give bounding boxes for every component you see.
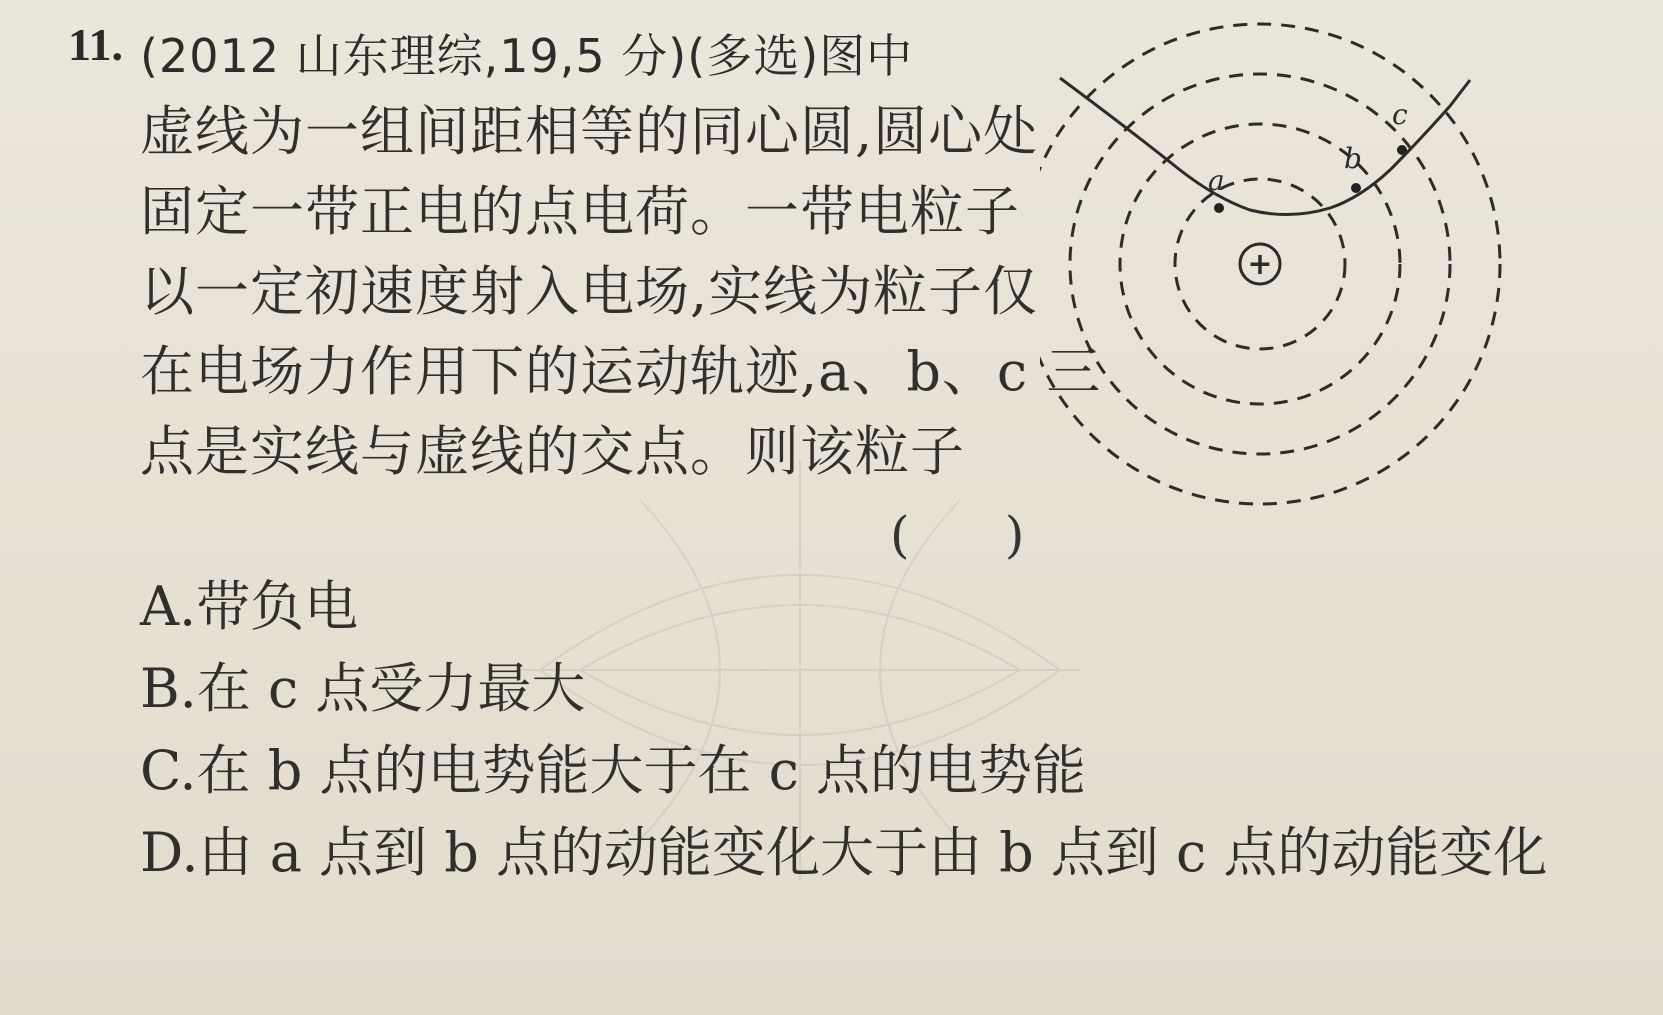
option-c: C.在 b 点的电势能大于在 c 点的电势能 [140,739,1087,802]
stem-line: 点是实线与虚线的交点。则该粒子 [140,420,965,483]
option-b: B.在 c 点受力最大 [140,657,586,720]
positive-charge-icon [1240,244,1280,284]
point-a-label: a [1208,164,1225,197]
stem-line: 在电场力作用下的运动轨迹,a、b、c 三 [140,340,1102,403]
answer-blank: ( ) [890,506,1025,564]
point-c-dot [1397,145,1407,155]
question-header: (2012 山东理综,19,5 分)(多选)图中 [140,29,914,83]
option-a: A.带负电 [140,575,359,638]
stem-line: 固定一带正电的点电荷。一带电粒子 [140,180,1020,243]
point-c-label: c [1392,98,1408,131]
option-d: D.由 a 点到 b 点的动能变化大于由 b 点到 c 点的动能变化 [140,821,1548,884]
stem-line: 虚线为一组间距相等的同心圆,圆心处 [140,100,1039,163]
stem-line: 以一定初速度射入电场,实线为粒子仅 [140,260,1039,323]
point-b-label: b [1344,142,1362,175]
question-number: 11. [68,19,123,70]
answer-options [140,566,1547,894]
concentric-circles-diagram [1040,20,1520,510]
question-stem [140,92,1102,492]
point-b-dot [1351,183,1361,193]
point-a-dot [1214,203,1224,213]
charge-symbol: + [1247,247,1273,282]
